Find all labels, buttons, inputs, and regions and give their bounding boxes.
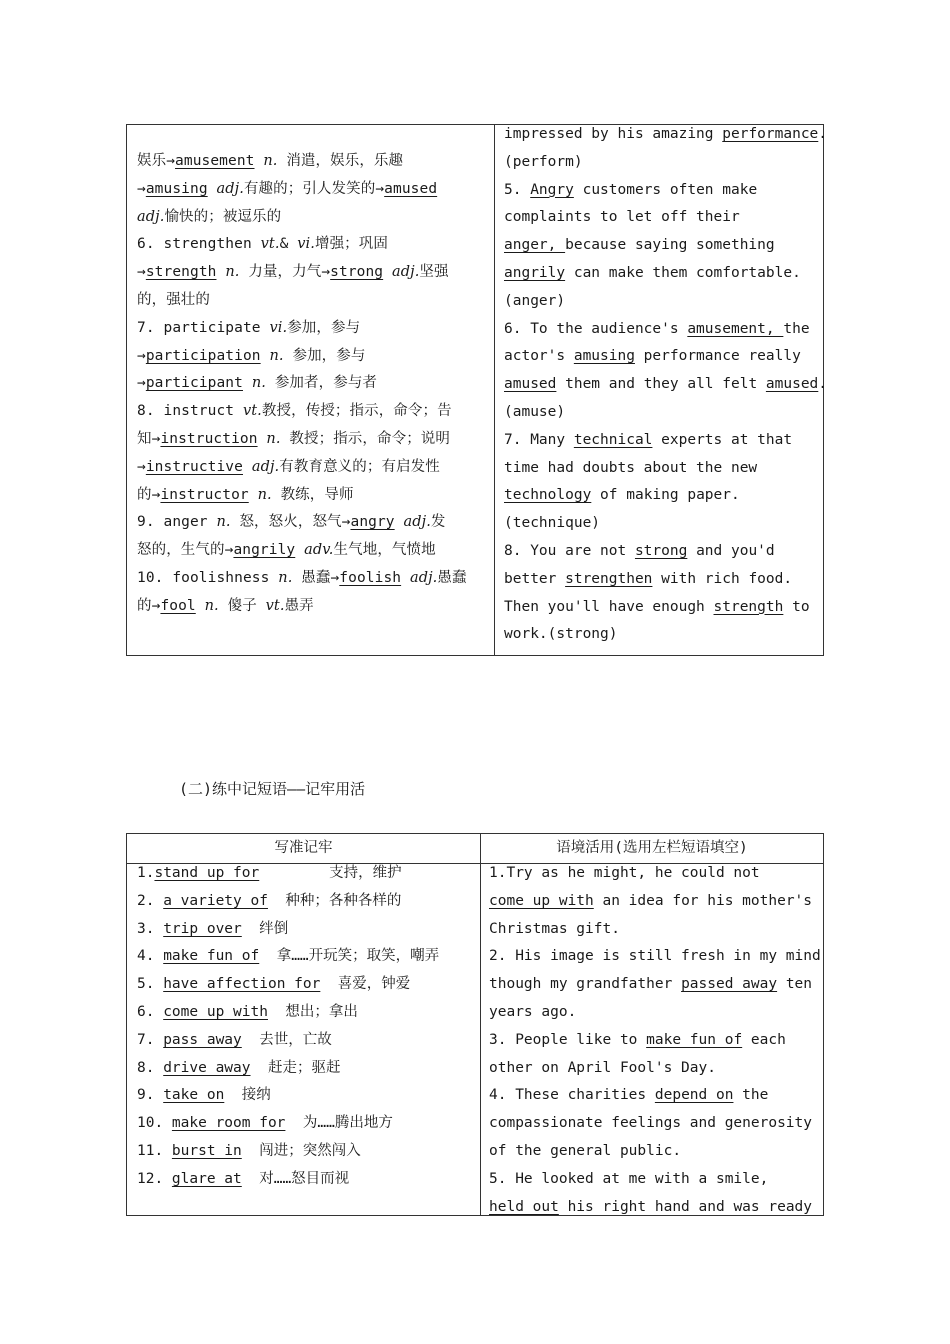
answer-fill: make fun of xyxy=(646,1031,743,1048)
text-segment: 1.Try as he might, he could not xyxy=(489,865,760,881)
text-segment: 怒的，生气的→ xyxy=(137,542,234,559)
part-of-speech: vt. xyxy=(265,597,285,614)
text-segment: 4. xyxy=(137,948,164,965)
answer-fill: take on xyxy=(163,1087,225,1104)
text-segment: 种种；各种各样的 xyxy=(267,892,402,909)
text-segment xyxy=(249,487,258,503)
text-line xyxy=(504,566,822,594)
text-line xyxy=(504,621,822,649)
text-segment: the xyxy=(783,320,810,337)
answer-fill: strong xyxy=(330,264,384,281)
text-line xyxy=(504,343,822,371)
text-line xyxy=(137,1166,477,1194)
answer-fill: anger, xyxy=(504,237,566,254)
text-segment: years ago. xyxy=(489,1003,577,1020)
text-line xyxy=(489,888,823,916)
text-line xyxy=(137,398,489,426)
text-line xyxy=(489,1027,823,1055)
text-segment: Christmas gift. xyxy=(489,920,620,937)
text-segment: 3. People like to xyxy=(489,1031,647,1048)
text-segment: complaints to let off their xyxy=(504,209,740,226)
text-line xyxy=(504,594,822,622)
text-segment: 娱乐→ xyxy=(137,153,176,169)
text-segment: his right hand and was ready xyxy=(558,1198,813,1215)
text-segment: . xyxy=(818,376,828,393)
part-of-speech: adj. xyxy=(403,514,431,531)
text-line xyxy=(137,343,489,371)
text-segment: with rich food. xyxy=(652,570,793,587)
text-segment: impressed by his amazing xyxy=(504,126,723,142)
part-of-speech: vi. xyxy=(297,236,315,253)
answer-fill: amused xyxy=(384,180,438,197)
answer-fill: instruction xyxy=(160,430,258,447)
text-segment: 消遣，娱乐，乐趣 xyxy=(277,153,404,169)
text-line xyxy=(504,455,822,483)
text-line xyxy=(137,916,477,944)
text-segment: 教授，传授；指示，命令；告 xyxy=(261,403,452,420)
answer-fill: angrily xyxy=(233,542,296,559)
text-segment: → xyxy=(137,347,146,364)
text-segment xyxy=(243,459,252,475)
text-line xyxy=(489,999,823,1027)
text-line xyxy=(504,538,822,566)
answer-fill: come up with xyxy=(489,892,594,909)
phrases-right-column xyxy=(489,860,823,1221)
text-line xyxy=(137,971,477,999)
text-line xyxy=(504,121,828,149)
answer-fill: depend on xyxy=(654,1087,734,1104)
answer-fill: amused xyxy=(504,376,557,393)
answer-fill: amused xyxy=(765,376,819,393)
text-segment: 有教育意义的；有启发性 xyxy=(279,458,440,475)
answer-fill: make room for xyxy=(171,1115,286,1132)
part-of-speech: adj. xyxy=(409,569,438,586)
part-of-speech: vi. xyxy=(269,319,288,336)
answer-fill: trip over xyxy=(163,920,242,937)
text-segment: 的→ xyxy=(137,597,161,614)
text-line xyxy=(489,971,823,999)
text-line xyxy=(137,1138,477,1166)
text-segment: 怒，怒火，怒气→ xyxy=(230,514,351,531)
answer-fill: stand up for xyxy=(154,865,260,881)
text-segment: 支持，维护 xyxy=(259,865,402,881)
answer-fill: amusement, xyxy=(687,320,784,337)
text-line xyxy=(137,426,489,454)
text-segment xyxy=(401,570,410,586)
text-line xyxy=(489,916,823,944)
section-heading: (二)练中记短语——记牢用活 xyxy=(179,780,366,798)
text-segment: actor's xyxy=(504,348,574,365)
text-segment: 参加，参与 xyxy=(287,319,361,336)
text-line xyxy=(504,371,828,399)
answer-fill: glare at xyxy=(171,1170,242,1187)
part-of-speech: n. xyxy=(269,347,284,364)
text-segment: 8. instruct xyxy=(137,403,243,420)
text-segment xyxy=(196,598,205,614)
text-line xyxy=(137,999,477,1027)
text-segment: 教练，导师 xyxy=(271,486,354,503)
text-segment: ten xyxy=(777,976,813,993)
text-segment: 2. xyxy=(137,892,164,909)
text-segment: 教授；指示，命令；说明 xyxy=(280,430,451,447)
part-of-speech: n. xyxy=(278,569,293,586)
text-line xyxy=(137,204,489,232)
text-segment: other on April Fool's Day. xyxy=(489,1059,716,1076)
text-line xyxy=(137,287,489,315)
text-segment: Then you'll have enough xyxy=(504,598,714,615)
answer-fill: come up with xyxy=(163,1003,268,1020)
text-segment: 10. foolishness xyxy=(137,569,279,586)
text-segment: 坚强 xyxy=(419,264,449,281)
text-segment: the xyxy=(733,1087,769,1104)
text-segment: 愚蠢→ xyxy=(292,569,340,586)
answer-fill: angry xyxy=(350,514,395,531)
answer-fill: strength xyxy=(713,598,784,615)
answer-fill: angrily xyxy=(504,264,566,281)
text-segment: → xyxy=(137,180,146,197)
text-line xyxy=(504,177,822,205)
text-segment: 10. xyxy=(137,1115,172,1132)
text-line xyxy=(504,510,822,538)
text-line xyxy=(504,149,822,177)
phrases-left-column xyxy=(137,860,477,1194)
answer-fill: passed away xyxy=(681,976,778,993)
text-segment: 6. xyxy=(137,1003,164,1020)
text-segment: 愚弄 xyxy=(284,597,314,614)
text-segment: 参加，参与 xyxy=(283,347,366,364)
text-segment: (technique) xyxy=(504,515,601,532)
text-segment: (amuse) xyxy=(504,403,566,420)
part-of-speech: n. xyxy=(251,375,266,392)
text-segment: 12. xyxy=(137,1170,172,1187)
column-divider xyxy=(480,834,481,1215)
text-line xyxy=(489,943,823,971)
text-segment: 愉快的；被逗乐的 xyxy=(164,208,282,225)
answer-fill: burst in xyxy=(171,1142,242,1159)
text-segment: 2. His image is still fresh in my mind xyxy=(489,948,821,965)
text-line xyxy=(137,593,489,621)
text-segment: 1. xyxy=(137,865,155,881)
answer-fill: technology xyxy=(504,487,592,504)
text-segment: because saying something xyxy=(565,237,775,254)
text-line xyxy=(137,860,477,888)
text-segment: 6. strengthen xyxy=(137,236,261,253)
text-line xyxy=(137,315,489,343)
text-segment: 4. These charities xyxy=(489,1087,655,1104)
answer-fill: instructor xyxy=(160,486,249,503)
answer-fill: strength xyxy=(145,264,217,281)
text-segment: each xyxy=(742,1031,786,1048)
part-of-speech: n. xyxy=(266,430,281,447)
text-segment: 闯进；突然闯入 xyxy=(241,1142,361,1159)
text-segment: better xyxy=(504,570,566,587)
part-of-speech: adj. xyxy=(216,180,244,197)
text-segment: experts at that xyxy=(652,431,793,448)
text-line xyxy=(489,1138,823,1166)
part-of-speech: adj. xyxy=(391,264,420,281)
text-line xyxy=(137,148,489,176)
text-line xyxy=(489,860,823,888)
text-segment: 8. xyxy=(137,1059,164,1076)
text-segment: customers often make xyxy=(573,181,758,198)
text-segment: 11. xyxy=(137,1142,172,1159)
answer-fill: amusing xyxy=(573,348,635,365)
text-line xyxy=(137,888,477,916)
text-segment: 发 xyxy=(430,514,446,531)
text-segment: compassionate feelings and generosity xyxy=(489,1115,813,1132)
text-segment xyxy=(243,375,252,391)
text-segment: of making paper. xyxy=(591,487,740,504)
word-forms-right-column xyxy=(504,121,828,649)
text-segment: 愚蠢 xyxy=(437,569,467,586)
text-line xyxy=(137,1110,477,1138)
text-line xyxy=(137,454,489,482)
text-line xyxy=(137,370,489,398)
text-line xyxy=(489,1194,823,1222)
text-line xyxy=(137,537,489,565)
text-line xyxy=(137,943,477,971)
text-segment xyxy=(295,542,304,558)
text-segment: of the general public. xyxy=(489,1142,682,1159)
text-line xyxy=(137,1082,477,1110)
part-of-speech: n. xyxy=(204,597,219,614)
text-line xyxy=(137,509,489,537)
word-forms-left-column xyxy=(137,148,489,621)
text-segment: . xyxy=(818,126,828,142)
answer-fill: have affection for xyxy=(163,976,321,993)
text-segment: 生气地，气愤地 xyxy=(333,542,436,559)
text-segment: can make them comfortable. xyxy=(565,264,801,281)
answer-fill: drive away xyxy=(163,1059,251,1076)
text-line xyxy=(504,232,822,260)
answer-fill: pass away xyxy=(163,1031,242,1048)
part-of-speech: adj. xyxy=(137,208,165,225)
text-segment: 7. xyxy=(137,1031,164,1048)
answer-fill: strengthen xyxy=(565,570,653,587)
text-line xyxy=(137,259,489,287)
text-segment: 增强；巩固 xyxy=(314,236,388,253)
header-left: 写准记牢 xyxy=(274,840,333,856)
text-segment: 力量，力气→ xyxy=(239,264,331,281)
text-segment: 傻子 xyxy=(218,597,266,614)
text-segment: 5. xyxy=(504,181,531,198)
answer-fill: foolish xyxy=(339,569,402,586)
answer-fill: amusement xyxy=(175,153,255,169)
text-segment xyxy=(383,264,392,280)
text-line xyxy=(504,260,822,288)
text-segment: 知→ xyxy=(137,430,161,447)
text-line xyxy=(504,316,822,344)
text-line xyxy=(137,176,489,204)
text-line xyxy=(504,204,822,232)
text-segment: 对……怒目而视 xyxy=(241,1170,350,1187)
answer-fill: strong xyxy=(634,542,688,559)
text-segment: 拿……开玩笑；取笑，嘲弄 xyxy=(259,948,440,965)
text-segment: 有趣的；引人发笑的→ xyxy=(243,180,385,197)
part-of-speech: adv. xyxy=(304,542,334,559)
header-right: 语境活用(选用左栏短语填空) xyxy=(556,840,748,856)
answer-fill: held out xyxy=(489,1198,559,1215)
text-segment: 7. Many xyxy=(504,431,574,448)
column-divider xyxy=(494,125,495,655)
text-line xyxy=(504,427,822,455)
text-segment: & xyxy=(279,236,298,253)
text-segment: 想出；拿出 xyxy=(267,1003,358,1020)
text-segment: (perform) xyxy=(504,153,583,170)
text-line xyxy=(137,1055,477,1083)
text-segment: performance really xyxy=(634,348,801,365)
text-segment: to xyxy=(783,598,810,615)
text-segment: 3. xyxy=(137,920,164,937)
part-of-speech: vt. xyxy=(260,236,280,253)
text-segment: 赶走；驱赶 xyxy=(250,1059,341,1076)
text-segment: 参加者，参与者 xyxy=(265,375,378,392)
answer-fill: a variety of xyxy=(163,892,268,909)
text-line xyxy=(489,1055,823,1083)
text-segment: 的，强壮的 xyxy=(137,291,210,308)
part-of-speech: n. xyxy=(263,153,278,169)
text-segment: 6. To the audience's xyxy=(504,320,688,337)
text-line xyxy=(489,1110,823,1138)
text-segment: → xyxy=(137,375,146,392)
phrases-table xyxy=(126,833,824,1216)
answer-fill: Angry xyxy=(530,181,574,198)
text-segment: an idea for his mother's xyxy=(593,892,813,909)
text-line xyxy=(137,231,489,259)
answer-fill: fool xyxy=(160,597,196,614)
text-line xyxy=(504,399,822,427)
text-segment xyxy=(208,181,217,197)
answer-fill: amusing xyxy=(145,180,208,197)
text-segment: 接纳 xyxy=(224,1087,271,1104)
text-segment: time had doubts about the new xyxy=(504,459,758,476)
text-line xyxy=(137,482,489,510)
text-segment: 9. anger xyxy=(137,514,217,531)
part-of-speech: adj. xyxy=(251,458,280,475)
text-segment: 8. You are not xyxy=(504,542,635,559)
text-line xyxy=(504,482,822,510)
text-segment: 去世，亡故 xyxy=(241,1031,332,1048)
text-segment: though my grandfather xyxy=(489,976,682,993)
text-segment: 绊倒 xyxy=(241,920,289,937)
text-segment: (anger) xyxy=(504,292,566,309)
text-line xyxy=(137,1027,477,1055)
text-line xyxy=(504,288,822,316)
answer-fill: instructive xyxy=(145,458,243,475)
part-of-speech: vt. xyxy=(242,403,262,420)
part-of-speech: n. xyxy=(216,514,231,531)
text-segment: 5. xyxy=(137,976,164,993)
part-of-speech: n. xyxy=(225,264,240,281)
text-line xyxy=(137,565,489,593)
text-line xyxy=(489,1082,823,1110)
part-of-speech: n. xyxy=(257,486,272,503)
text-segment: 的→ xyxy=(137,486,161,503)
text-segment: → xyxy=(137,458,146,475)
text-segment: 9. xyxy=(137,1087,164,1104)
text-segment: work.(strong) xyxy=(504,626,618,643)
answer-fill: performance xyxy=(722,126,819,142)
text-line xyxy=(489,1166,823,1194)
text-segment xyxy=(216,264,225,280)
text-segment: and you'd xyxy=(687,542,775,559)
word-forms-table xyxy=(126,124,828,656)
answer-fill: make fun of xyxy=(163,948,260,965)
text-segment: 5. He looked at me with a smile, xyxy=(489,1170,769,1187)
text-segment: → xyxy=(137,264,146,281)
answer-fill: participation xyxy=(145,347,261,364)
text-segment: 7. participate xyxy=(137,319,270,336)
answer-fill: technical xyxy=(573,431,653,448)
text-segment: them and they all felt xyxy=(556,376,766,393)
text-segment: 喜爱，钟爱 xyxy=(320,976,411,993)
text-segment: 为……腾出地方 xyxy=(285,1115,393,1132)
answer-fill: participant xyxy=(145,375,243,392)
